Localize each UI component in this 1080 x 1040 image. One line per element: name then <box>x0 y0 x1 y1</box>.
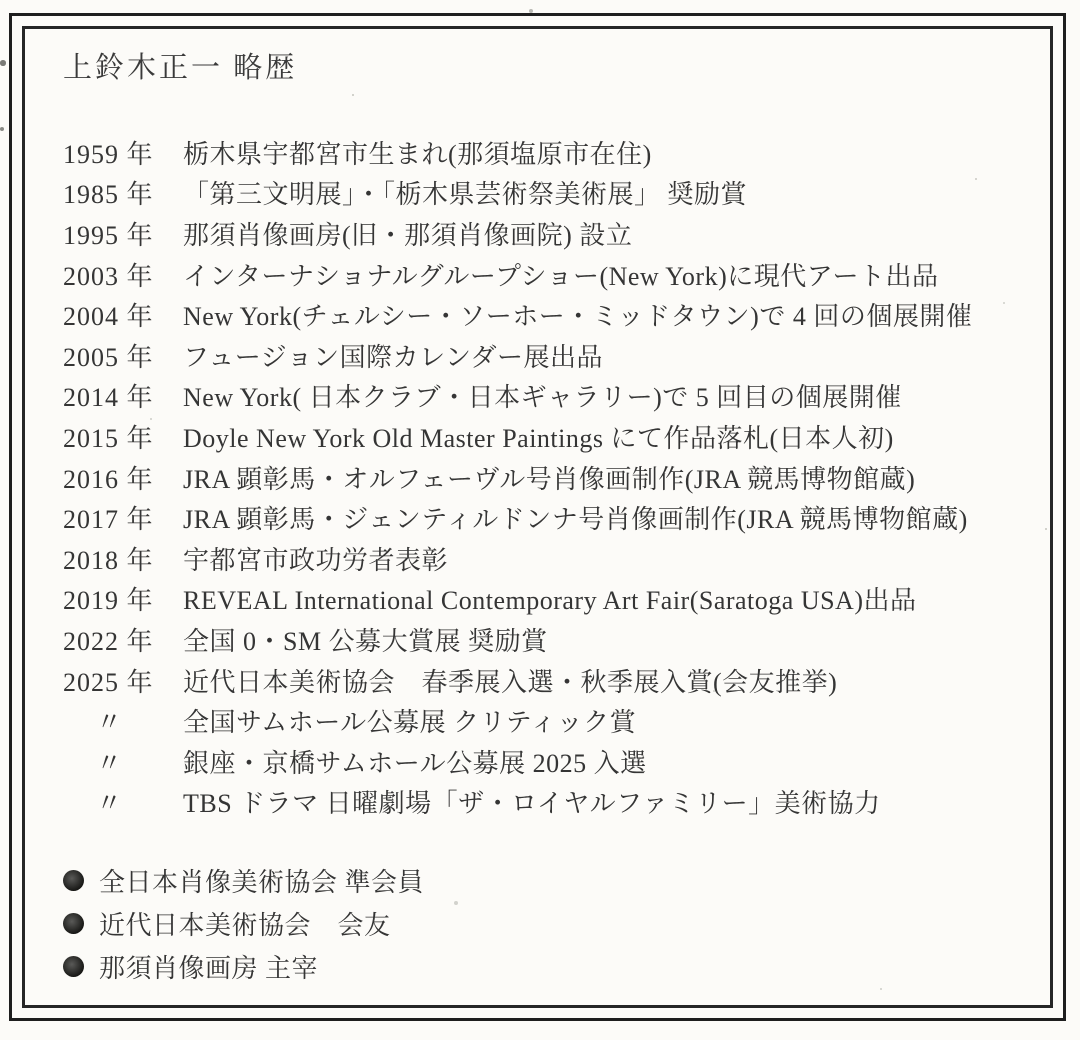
timeline-text: 那須肖像画房(旧・那須肖像画院) 設立 <box>183 220 633 250</box>
timeline-ditto-mark: 〃 <box>96 789 124 819</box>
membership-item <box>63 945 1022 988</box>
membership-text: 全日本肖像美術協会 準会員 <box>99 868 425 898</box>
bullet-icon <box>63 956 84 977</box>
membership-item <box>63 859 1022 902</box>
timeline-row <box>63 132 1022 173</box>
career-timeline <box>63 132 1022 822</box>
membership-text: 那須肖像画房 主宰 <box>99 954 319 984</box>
timeline-row <box>63 416 1022 457</box>
membership-text: 近代日本美術協会 会友 <box>99 911 391 941</box>
bullet-icon <box>63 870 84 891</box>
timeline-year: 2017 年 <box>63 505 154 535</box>
timeline-year: 2014 年 <box>63 383 154 413</box>
timeline-row <box>63 660 1022 701</box>
page-title: 上鈴木正一 略歴 <box>63 52 298 84</box>
timeline-text: 銀座・京橋サムホール公募展 2025 入選 <box>183 748 647 778</box>
membership-list <box>63 859 1022 988</box>
timeline-year: 2016 年 <box>63 464 154 494</box>
timeline-row <box>63 579 1022 620</box>
timeline-text: Doyle New York Old Master Paintings にて作品落札(日本人初) <box>183 423 894 453</box>
timeline-row <box>63 213 1022 254</box>
timeline-year: 2015 年 <box>63 423 154 453</box>
timeline-year: 2025 年 <box>63 667 154 697</box>
timeline-row <box>63 457 1022 498</box>
timeline-row <box>63 782 1022 823</box>
timeline-year: 2005 年 <box>63 342 154 372</box>
timeline-text: TBS ドラマ 日曜劇場「ザ・ロイヤルファミリー」美術協力 <box>183 789 881 819</box>
timeline-row <box>63 741 1022 782</box>
inner-border-frame <box>22 26 1053 1008</box>
membership-item <box>63 902 1022 945</box>
timeline-ditto-mark: 〃 <box>96 708 124 738</box>
timeline-row <box>63 538 1022 579</box>
timeline-year: 2018 年 <box>63 545 154 575</box>
timeline-text: 栃木県宇都宮市生まれ(那須塩原市在住) <box>183 139 652 169</box>
timeline-text: JRA 顕彰馬・オルフェーヴル号肖像画制作(JRA 競馬博物館蔵) <box>183 464 916 494</box>
timeline-text: 全国サムホール公募展 クリティック賞 <box>183 708 637 738</box>
timeline-year: 2022 年 <box>63 626 154 656</box>
outer-border-frame <box>9 13 1066 1021</box>
timeline-row <box>63 619 1022 660</box>
timeline-year: 2004 年 <box>63 302 154 332</box>
timeline-row <box>63 376 1022 417</box>
timeline-text: 全国 0・SM 公募大賞展 奨励賞 <box>183 626 548 656</box>
timeline-row <box>63 254 1022 295</box>
timeline-text: JRA 顕彰馬・ジェンティルドンナ号肖像画制作(JRA 競馬博物館蔵) <box>183 505 968 535</box>
timeline-year: 2019 年 <box>63 586 154 616</box>
timeline-row <box>63 700 1022 741</box>
timeline-text: 「第三文明展」・「栃木県芸術祭美術展」 奨励賞 <box>183 180 748 210</box>
timeline-text: 近代日本美術協会 春季展入選・秋季展入賞(会友推挙) <box>183 667 838 697</box>
timeline-text: インターナショナルグループショー(New York)に現代アート出品 <box>183 261 939 291</box>
timeline-year: 1959 年 <box>63 139 154 169</box>
timeline-year: 1995 年 <box>63 220 154 250</box>
timeline-row <box>63 294 1022 335</box>
timeline-text: フュージョン国際カレンダー展出品 <box>183 342 603 372</box>
timeline-text: 宇都宮市政功労者表彰 <box>183 545 449 575</box>
timeline-ditto-mark: 〃 <box>96 748 124 778</box>
timeline-year: 2003 年 <box>63 261 154 291</box>
timeline-text: REVEAL International Contemporary Art Fair(Saratoga USA)出品 <box>183 586 917 616</box>
timeline-text: New York( 日本クラブ・日本ギャラリー)で 5 回目の個展開催 <box>183 383 902 413</box>
timeline-year: 1985 年 <box>63 180 154 210</box>
timeline-row <box>63 335 1022 376</box>
timeline-row <box>63 173 1022 214</box>
timeline-row <box>63 497 1022 538</box>
bullet-icon <box>63 913 84 934</box>
document-body <box>25 29 1050 1005</box>
scan-noise-specks <box>0 0 2 2</box>
timeline-text: New York(チェルシー・ソーホー・ミッドタウン)で 4 回の個展開催 <box>183 302 973 332</box>
